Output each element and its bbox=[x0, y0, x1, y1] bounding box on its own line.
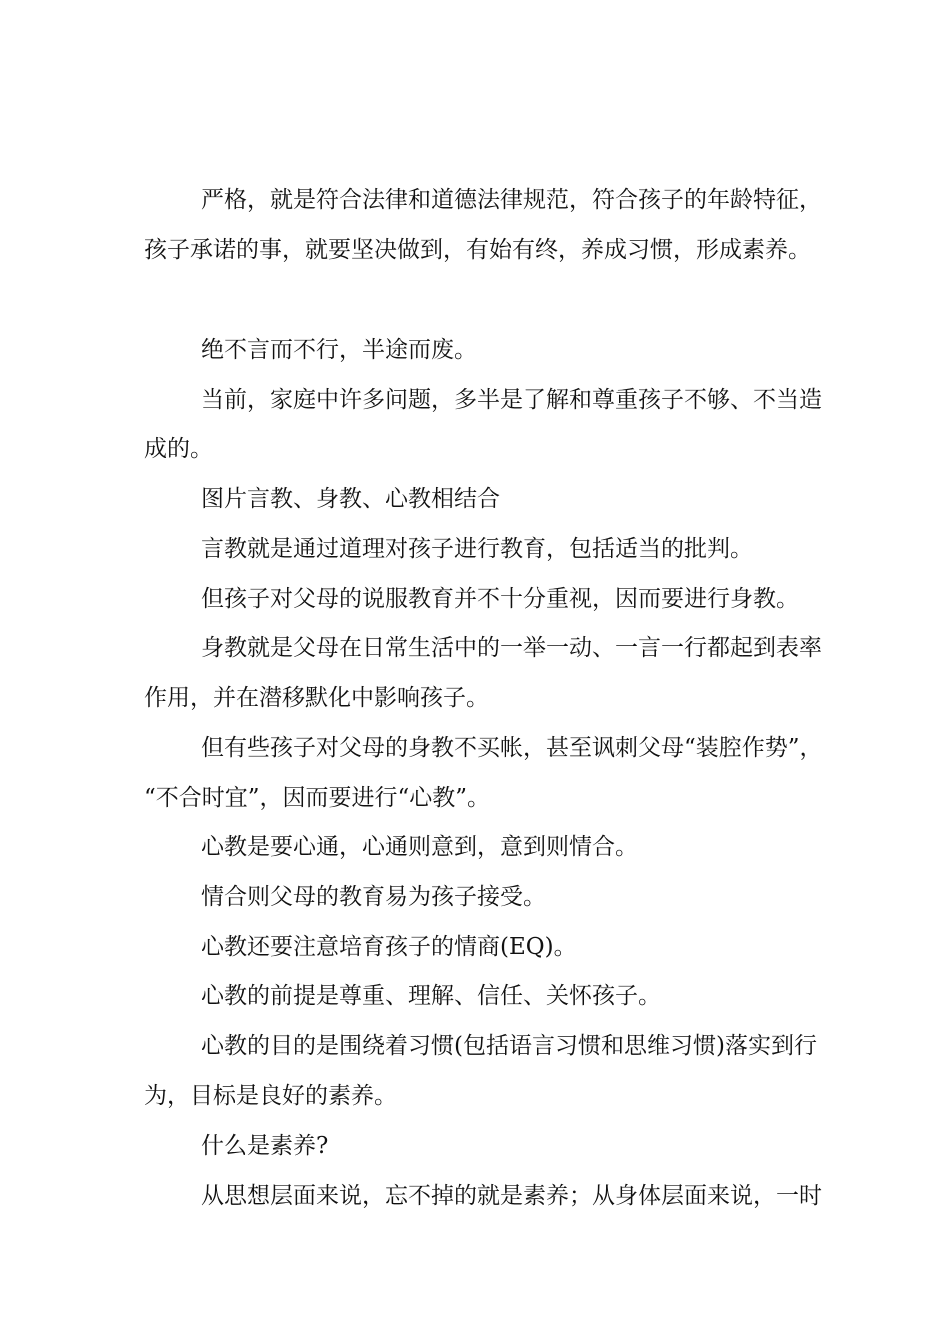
paragraph-line: 但有些孩子对父母的身教不买帐，甚至讽刺父母“装腔作势”， bbox=[201, 735, 823, 761]
paragraph-line: 成的。 bbox=[144, 436, 213, 462]
paragraph-line: 情合则父母的教育易为孩子接受。 bbox=[201, 884, 546, 910]
paragraph-line: 作用，并在潜移默化中影响孩子。 bbox=[144, 685, 489, 711]
paragraph-line: 为，目标是良好的素养。 bbox=[144, 1083, 397, 1109]
paragraph-line: 身教就是父母在日常生活中的一举一动、一言一行都起到表率 bbox=[201, 635, 822, 661]
paragraph-line: 绝不言而不行，半途而废。 bbox=[201, 337, 477, 363]
paragraph-line: 孩子承诺的事，就要坚决做到，有始有终，养成习惯，形成素养。 bbox=[144, 237, 811, 263]
section-heading: 图片言教、身教、心教相结合 bbox=[201, 486, 500, 512]
paragraph-line: 什么是素养? bbox=[201, 1133, 329, 1159]
paragraph-line: “不合时宜”，因而要进行“心教”。 bbox=[144, 785, 491, 811]
paragraph-line: 心教还要注意培育孩子的情商(EQ)。 bbox=[201, 934, 577, 960]
paragraph-line: 言教就是通过道理对孩子进行教育，包括适当的批判。 bbox=[201, 536, 753, 562]
paragraph-line: 当前，家庭中许多问题，多半是了解和尊重孩子不够、不当造 bbox=[201, 387, 822, 413]
paragraph-line: 从思想层面来说，忘不掉的就是素养；从身体层面来说，一时 bbox=[201, 1183, 822, 1209]
paragraph-line: 心教的目的是围绕着习惯(包括语言习惯和思维习惯)落实到行 bbox=[201, 1033, 817, 1059]
paragraph-line: 严格，就是符合法律和道德法律规范，符合孩子的年龄特征， bbox=[201, 187, 822, 213]
paragraph-line: 心教是要心通，心通则意到，意到则情合。 bbox=[201, 834, 638, 860]
paragraph-line: 但孩子对父母的说服教育并不十分重视，因而要进行身教。 bbox=[201, 586, 799, 612]
paragraph-line: 心教的前提是尊重、理解、信任、关怀孩子。 bbox=[201, 983, 661, 1009]
